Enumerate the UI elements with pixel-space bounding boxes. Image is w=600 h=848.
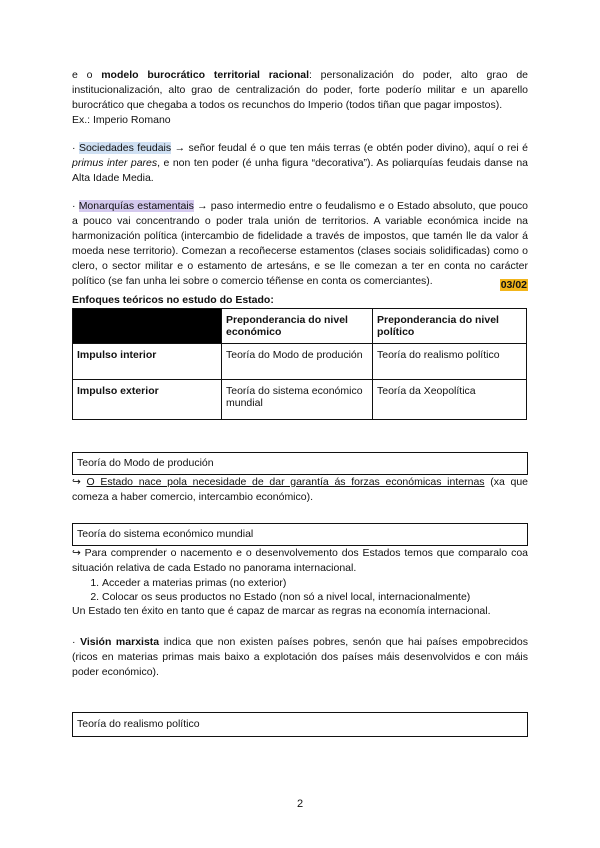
text: : personalización do poder, alto grao de institucionalización, alto grao de centralización do poder, forte poderío militar e un aparello burocrático que chegaba a todos os recunchos do Imperio (todos tiñan que pagar impostos). xyxy=(72,69,528,111)
header-economic: Preponderancia do nivel económico xyxy=(222,309,373,344)
section-heading-box: Teoría do Modo de produción xyxy=(72,452,528,475)
bold-term: Visión marxista xyxy=(80,636,160,648)
text: Para comprender o nacemento e o desenvolvemento dos Estados temos que comparalo coa situación relativa de cada Estado no panorama internacional. xyxy=(72,547,529,574)
text: indica que non existen países pobres, senón que hai países empobrecidos (ricos en materias primas mais baixo a explotación dos países máis desenvolvidos e con máis poder económico). xyxy=(72,636,528,678)
list-item: 2. Colocar os seus productos no Estado (non só a nivel local, internacionalmente) xyxy=(102,590,528,604)
page-number: 2 xyxy=(296,798,304,810)
table-cell: Teoría da Xeopolítica xyxy=(373,380,527,420)
row-label: Impulso exterior xyxy=(73,380,222,420)
paragraph-burocratic-model xyxy=(72,68,528,128)
table-cell: Teoría do realismo político xyxy=(373,344,527,380)
date-badge: 03/02 xyxy=(500,279,527,291)
italic-term: primus inter pares xyxy=(72,157,158,169)
header-political: Preponderancia do nivel político xyxy=(373,309,527,344)
table-cell: Teoría do sistema económico mundial xyxy=(222,380,373,420)
highlighted-term: Monarquías estamentais xyxy=(78,200,194,212)
text: → paso intermedio entre o feudalismo e o Estado absoluto, que pouco a pouco vai concentrando o poder trala unión de territorios. A variable económica incide na harmonización política (intercambio de fidelidade a través de impostos, que tamén lle da valor á moeda nese territorio). Comezan a recoñecerse estamentos (clases sociais solidificadas) como o clero, o sector militar e o estamento de artesáns, e se lle comezan a ter en conta no carácter político (se fan unha lei sobre o comercio téñense en conta os comerciantes). xyxy=(72,200,529,287)
numbered-list xyxy=(72,576,528,604)
table-header-row xyxy=(73,309,527,344)
text: (xa que comeza a haber comercio, intercambio económico). xyxy=(72,476,528,503)
table-title: Enfoques teóricos no estudo do Estado: xyxy=(72,294,274,306)
text: → señor feudal é o que ten máis terras (e obtén poder divino), aquí o rei é xyxy=(171,142,528,154)
bold-term: modelo burocrático territorial racional xyxy=(101,69,309,81)
document-page xyxy=(72,68,528,737)
closing-text: Un Estado ten éxito en tanto que é capaz de marcar as regras na economía internacional. xyxy=(72,605,491,617)
arrow-icon: ↪ xyxy=(72,476,87,488)
table-cell: Teoría do Modo de produción xyxy=(222,344,373,380)
section-heading-box: Teoría do sistema económico mundial xyxy=(72,523,528,546)
bullet: · xyxy=(72,142,79,154)
section-world-system xyxy=(72,523,528,619)
paragraph-feudal-societies xyxy=(72,141,528,186)
bullet: · xyxy=(72,200,79,212)
arrow-icon: ↪ xyxy=(72,547,85,559)
empty-header-cell xyxy=(73,309,222,344)
section-text xyxy=(72,546,528,576)
paragraph-marxist-vision xyxy=(72,635,528,680)
text: , e non ten poder (é unha figura “decorativa”). As poliarquías feudais danse na Alta Idade Media. xyxy=(72,157,528,184)
section-text xyxy=(72,475,528,505)
highlighted-term: Sociedades feudais xyxy=(78,142,172,154)
example-text: Ex.: Imperio Romano xyxy=(72,114,171,126)
section-mode-of-production xyxy=(72,452,528,505)
bullet: · xyxy=(72,636,81,648)
underlined-text: O Estado nace pola necesidade de dar garantía ás forzas económicas internas xyxy=(86,476,485,488)
list-item: 1. Acceder a materias primas (no exterior) xyxy=(102,576,528,590)
row-label: Impulso interior xyxy=(73,344,222,380)
paragraph-estate-monarchies xyxy=(72,199,528,289)
theory-table xyxy=(72,308,527,420)
table-row xyxy=(73,380,527,420)
section-heading-box: Teoría do realismo político xyxy=(72,712,528,737)
text: e o xyxy=(72,69,102,81)
table-row xyxy=(73,344,527,380)
